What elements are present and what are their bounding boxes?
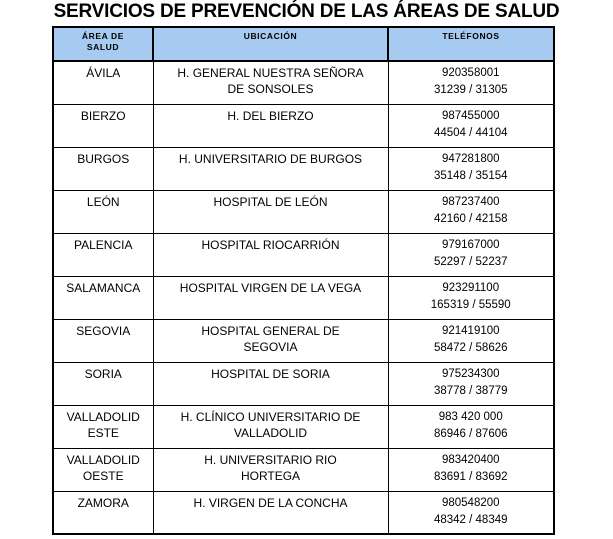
telefono-cell-line: 921419100	[441, 324, 500, 337]
ubicacion-cell	[153, 362, 388, 405]
area-cell	[53, 319, 153, 362]
telefono-cell	[388, 491, 554, 534]
area-cell	[53, 448, 153, 491]
telefono-cell	[388, 190, 554, 233]
area-cell	[53, 405, 153, 448]
telefono-cell-line: 947281800	[441, 152, 500, 165]
area-cell-line: ÁVILA	[86, 66, 121, 80]
area-cell	[53, 233, 153, 276]
telefono-cell-line: 987237400	[441, 195, 500, 208]
ubicacion-cell	[153, 233, 388, 276]
area-cell	[53, 147, 153, 190]
ubicacion-cell-line: H. DEL BIERZO	[227, 108, 314, 123]
ubicacion-cell	[153, 190, 388, 233]
telefono-cell-line: 44504 / 44104	[433, 126, 508, 139]
telefono-cell-line: 31239 / 31305	[433, 84, 508, 96]
area-cell-line: VALLADOLID	[66, 409, 140, 424]
ubicacion-cell-line: H. UNIVERSITARIO RIO	[204, 452, 337, 467]
ubicacion-cell	[153, 61, 388, 104]
telefono-cell-line: 979167000	[441, 238, 500, 251]
area-cell	[53, 362, 153, 405]
telefono-cell-line: 980548200	[441, 496, 500, 509]
ubicacion-cell	[153, 448, 388, 491]
ubicacion-cell-line: H. UNIVERSITARIO DE BURGOS	[178, 151, 363, 166]
ubicacion-cell-line: HOSPITAL DE SORIA	[211, 366, 330, 381]
area-cell-line: VALLADOLID	[66, 452, 140, 467]
area-cell-line: SALAMANCA	[66, 280, 141, 295]
table-row	[53, 61, 554, 104]
table-row	[53, 276, 554, 319]
area-cell-line: BIERZO	[80, 108, 126, 123]
ubicacion-cell-line: H. GENERAL NUESTRA SEÑORA	[177, 66, 364, 80]
telefono-cell-line: 48342 / 48349	[433, 513, 508, 526]
telefono-cell-line: 983 420 000	[438, 410, 503, 423]
ubicacion-cell-line: SEGOVIA	[243, 339, 298, 354]
area-cell-line: OESTE	[82, 468, 124, 483]
ubicacion-cell	[153, 147, 388, 190]
ubicacion-cell-line: HORTEGA	[240, 468, 301, 483]
telefono-cell-line: 923291100	[442, 281, 500, 294]
prevention-services-table	[52, 26, 555, 535]
ubicacion-cell	[153, 276, 388, 319]
ubicacion-cell	[153, 405, 388, 448]
telefono-cell-line: 987455000	[441, 109, 500, 122]
ubicacion-cell-line: HOSPITAL VIRGEN DE LA VEGA	[179, 280, 362, 295]
telefono-cell-line: 83691 / 83692	[433, 470, 508, 483]
ubicacion-cell-line: HOSPITAL RIOCARRIÓN	[201, 237, 340, 252]
area-cell	[53, 491, 153, 534]
table-row	[53, 319, 554, 362]
area-cell-line: SORIA	[84, 366, 122, 381]
area-cell-line: ESTE	[87, 425, 119, 440]
telefono-cell-line: 86946 / 87606	[433, 427, 508, 440]
telefono-cell	[388, 147, 554, 190]
table-row	[53, 190, 554, 233]
area-cell	[53, 104, 153, 147]
table-row	[53, 362, 554, 405]
telefono-cell-line: 52297 / 52237	[433, 255, 508, 268]
telefono-cell	[388, 362, 554, 405]
table-row	[53, 104, 554, 147]
telefono-cell	[388, 276, 554, 319]
ubicacion-cell-line: HOSPITAL GENERAL DE	[201, 323, 340, 338]
table-row	[53, 491, 554, 534]
area-cell	[53, 61, 153, 104]
ubicacion-cell-line: H. VIRGEN DE LA CONCHA	[193, 495, 348, 510]
ubicacion-cell-line: VALLADOLID	[233, 425, 308, 440]
table-body	[53, 61, 554, 534]
table-row	[53, 448, 554, 491]
telefono-cell-line: 983420400	[441, 453, 500, 466]
header-telefonos: TELÉFONOS	[388, 27, 554, 61]
ubicacion-cell-line: DE SONSOLES	[227, 82, 314, 96]
area-cell-line: ZAMORA	[77, 495, 129, 510]
telefono-cell-line: 42160 / 42158	[433, 212, 508, 225]
telefono-cell	[388, 104, 554, 147]
telefono-cell	[388, 233, 554, 276]
telefono-cell	[388, 61, 554, 104]
area-cell	[53, 190, 153, 233]
ubicacion-cell	[153, 319, 388, 362]
telefono-cell	[388, 319, 554, 362]
header-area	[53, 27, 153, 61]
table-row	[53, 233, 554, 276]
header-area-line: ÁREA DE	[81, 31, 125, 41]
header-area-line: SALUD	[86, 42, 120, 52]
area-cell	[53, 276, 153, 319]
telefono-cell-line: 920358001	[441, 67, 500, 79]
ubicacion-cell-line: HOSPITAL DE LEÓN	[213, 194, 328, 209]
table-row	[53, 405, 554, 448]
area-cell-line: SEGOVIA	[76, 323, 131, 338]
header-ubicacion: UBICACIÓN	[153, 27, 388, 61]
ubicacion-cell-line: H. CLÍNICO UNIVERSITARIO DE	[180, 409, 361, 424]
telefono-cell-line: 165319 / 55590	[430, 298, 511, 311]
area-cell-line: BURGOS	[77, 151, 130, 166]
telefono-cell-line: 38778 / 38779	[433, 384, 508, 397]
area-cell-line: LEÓN	[86, 194, 120, 209]
telefono-cell-line: 58472 / 58626	[433, 341, 508, 354]
telefono-cell	[388, 405, 554, 448]
table-row	[53, 147, 554, 190]
page-title: SERVICIOS DE PREVENCIÓN DE LAS ÁREAS DE SALUD	[53, 1, 560, 22]
ubicacion-cell	[153, 491, 388, 534]
area-cell-line: PALENCIA	[74, 237, 133, 252]
telefono-cell	[388, 448, 554, 491]
telefono-cell-line: 35148 / 35154	[433, 169, 508, 182]
ubicacion-cell	[153, 104, 388, 147]
table-header-row	[53, 27, 554, 61]
telefono-cell-line: 975234300	[441, 367, 500, 380]
